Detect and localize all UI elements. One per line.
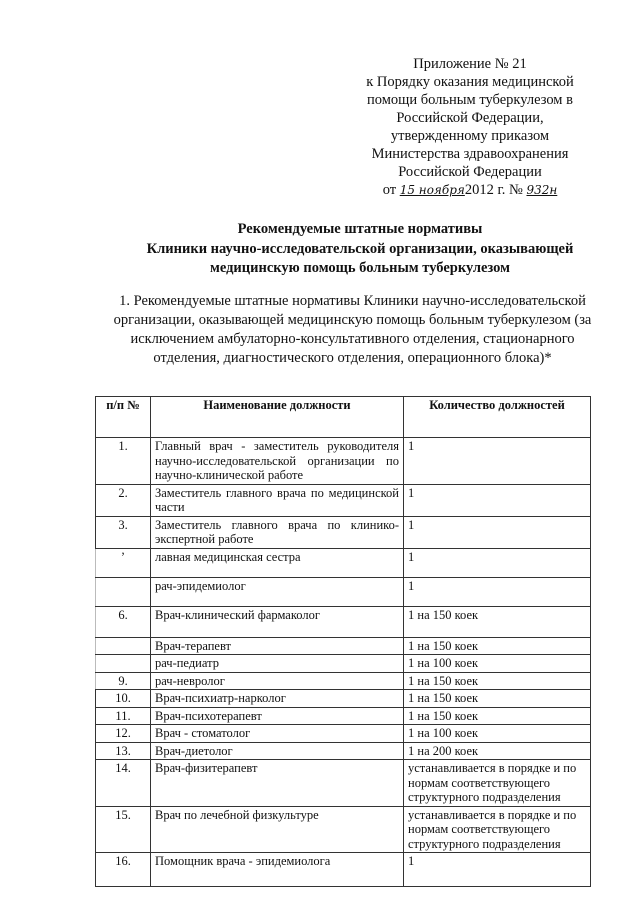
document-title: [100, 220, 620, 279]
row-number: 10.: [96, 690, 151, 708]
row-number: 11.: [96, 707, 151, 725]
table-row: [96, 690, 591, 708]
intro-paragraph: 1. Рекомендуемые штатные нормативы Клиники научно-исследовательской организации, оказывающей медицинскую помощь больным туберкулезом (за исключением амбулаторно-консультативного отделения, стационарного отделения, диагностического отделения, операционного блока)*: [113, 293, 592, 366]
row-number: 13.: [96, 742, 151, 760]
row-number: 16.: [96, 853, 151, 887]
position-count: 1 на 150 коек: [404, 606, 591, 637]
position-count: 1 на 100 коек: [404, 655, 591, 673]
position-count: 1 на 150 коек: [404, 672, 591, 690]
row-number: 14.: [96, 760, 151, 807]
position-count: устанавливается в порядке и по нормам соответствующего структурного подразделения: [404, 806, 591, 853]
position-count: 1: [404, 438, 591, 485]
position-name: Врач по лечебной физкультуре: [151, 806, 404, 853]
position-name: Врач-терапевт: [151, 637, 404, 655]
position-name: рач-невролог: [151, 672, 404, 690]
header-position: Наименование должности: [151, 397, 404, 438]
appendix-line: Приложение № 21: [413, 56, 527, 72]
position-name: Заместитель главного врача по медицинской части: [151, 484, 404, 516]
title-line: медицинскую помощь больным туберкулезом: [209, 260, 511, 276]
appendix-line: утвержденному приказом: [390, 128, 550, 144]
date-year: 2012 г. №: [464, 182, 523, 198]
row-number: 12.: [96, 725, 151, 743]
staffing-table: [95, 396, 591, 887]
position-name: Заместитель главного врача по клинико-экспертной работе: [151, 516, 404, 548]
position-name: Помощник врача - эпидемиолога: [151, 853, 404, 887]
handwritten-date: 15 ноября: [399, 183, 465, 197]
row-number: 1.: [96, 438, 151, 485]
position-name: лавная медицинская сестра: [151, 548, 404, 577]
position-count: 1: [404, 484, 591, 516]
position-count: устанавливается в порядке и по нормам соответствующего структурного подразделения: [404, 760, 591, 807]
table-row: [96, 516, 591, 548]
position-name: Главный врач - заместитель руководителя научно-исследовательской организации по научно-клинической работе: [151, 438, 404, 485]
row-number: 15.: [96, 806, 151, 853]
row-number: 2.: [96, 484, 151, 516]
position-name: рач-эпидемиолог: [151, 577, 404, 606]
position-count: 1 на 150 коек: [404, 637, 591, 655]
header-number: п/п №: [96, 397, 151, 438]
table-row: [96, 484, 591, 516]
position-name: Врач-физитерапевт: [151, 760, 404, 807]
position-count: 1: [404, 516, 591, 548]
position-count: 1 на 150 коек: [404, 690, 591, 708]
table-row: [96, 760, 591, 807]
title-line: Рекомендуемые штатные нормативы: [237, 221, 483, 237]
position-name: Врач-психотерапевт: [151, 707, 404, 725]
date-prefix: от: [382, 182, 397, 198]
table-row: [96, 577, 591, 606]
table-row: [96, 806, 591, 853]
appendix-line: к Порядку оказания медицинской: [366, 74, 574, 90]
row-number: 6.: [96, 606, 151, 637]
appendix-header: [330, 55, 610, 199]
row-number: [96, 655, 151, 673]
row-number: 3.: [96, 516, 151, 548]
row-number: ’: [96, 548, 151, 577]
position-count: 1 на 100 коек: [404, 725, 591, 743]
handwritten-number: 932н: [526, 183, 558, 197]
position-name: Врач - стоматолог: [151, 725, 404, 743]
table-row: [96, 672, 591, 690]
row-number: [96, 577, 151, 606]
table-row: [96, 853, 591, 887]
table-row: [96, 655, 591, 673]
appendix-line: Российской Федерации,: [396, 110, 544, 126]
table-row: [96, 742, 591, 760]
header-count: Количество должностей: [404, 397, 591, 438]
position-count: 1: [404, 853, 591, 887]
table-row: [96, 548, 591, 577]
title-line: Клиники научно-исследовательской организации, оказывающей: [146, 240, 574, 257]
appendix-line: Российской Федерации: [398, 164, 542, 180]
table-row: [96, 438, 591, 485]
table-row: [96, 606, 591, 637]
table-row: [96, 725, 591, 743]
position-count: 1 на 200 коек: [404, 742, 591, 760]
order-date-line: [330, 181, 610, 199]
table-row: [96, 707, 591, 725]
position-name: рач-педиатр: [151, 655, 404, 673]
row-number: 9.: [96, 672, 151, 690]
position-count: 1: [404, 577, 591, 606]
position-count: 1 на 150 коек: [404, 707, 591, 725]
appendix-line: Министерства здравоохранения: [371, 146, 569, 162]
table-header-row: [96, 397, 591, 438]
appendix-line: помощи больным туберкулезом в: [367, 92, 573, 108]
position-name: Врач-психиатр-нарколог: [151, 690, 404, 708]
position-count: 1: [404, 548, 591, 577]
row-number: [96, 637, 151, 655]
table-row: [96, 637, 591, 655]
position-name: Врач-диетолог: [151, 742, 404, 760]
position-name: Врач-клинический фармаколог: [151, 606, 404, 637]
